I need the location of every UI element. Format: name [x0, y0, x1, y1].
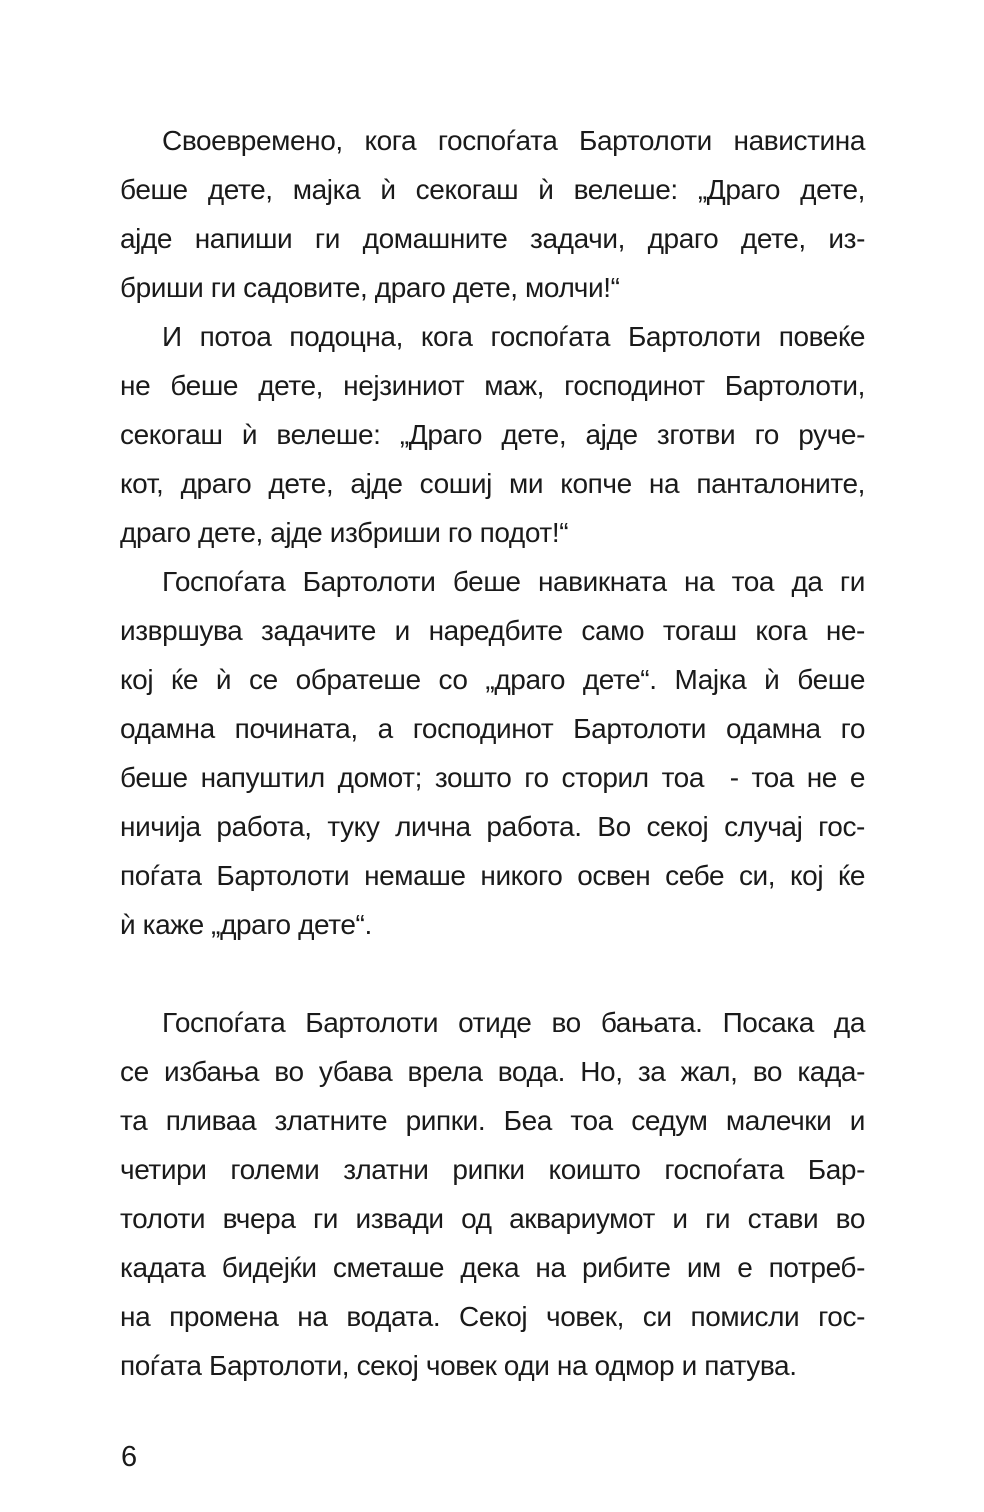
- text-line: беше напуштил домот; зошто го сторил тоа - тоа не е: [120, 762, 865, 793]
- paragraph: [120, 557, 865, 949]
- paragraph: [120, 312, 865, 557]
- text-line: толоти вчера ги извади од аквариумот и ги стави во: [120, 1203, 865, 1234]
- page-number: 6: [121, 1441, 138, 1473]
- page-text: [120, 116, 865, 1390]
- paragraph: [120, 116, 865, 312]
- text-line: И потоа подоцна, кога госпоѓата Бартолоти повеќе: [162, 321, 865, 352]
- text-line: поѓата Бартолоти, секој човек оди на одмор и патува.: [120, 1350, 797, 1381]
- text-line: кот, драго дете, ајде сошиј ми копче на панталоните,: [120, 468, 865, 499]
- text-line: ѝ каже „драго дете“.: [120, 909, 372, 940]
- text-line: кој ќе ѝ се обратеше со „драго дете“. Мајка ѝ беше: [120, 664, 865, 695]
- text-line: та пливаа златните рипки. Беа тоа седум малечки и: [120, 1105, 865, 1136]
- text-line: беше дете, мајка ѝ секогаш ѝ велеше: „Драго дете,: [120, 174, 865, 205]
- text-line: бриши ги садовите, драго дете, молчи!“: [120, 272, 620, 303]
- text-line: на промена на водата. Секој човек, си помисли гос-: [120, 1301, 865, 1332]
- text-line: поѓата Бартолоти немаше никого освен себе си, кој ќе: [120, 860, 865, 891]
- text-line: Госпоѓата Бартолоти беше навикната на тоа да ги: [162, 566, 865, 597]
- text-line: одамна почината, а господинот Бартолоти одамна го: [120, 713, 865, 744]
- text-line: секогаш ѝ велеше: „Драго дете, ајде зготви го руче-: [120, 419, 865, 450]
- text-line: ајде напиши ги домашните задачи, драго дете, из-: [120, 223, 865, 254]
- text-line: не беше дете, нејзиниот маж, господинот Бартолоти,: [120, 370, 865, 401]
- text-line: драго дете, ајде избриши го подот!“: [120, 517, 569, 548]
- text-line: кадата бидејќи сметаше дека на рибите им е потреб-: [120, 1252, 865, 1283]
- paragraph: [120, 998, 865, 1390]
- text-line: извршува задачите и наредбите само тогаш кога не-: [120, 615, 865, 646]
- text-line: ничија работа, туку лична работа. Во секој случај гос-: [120, 811, 865, 842]
- text-line: Своевремено, кога госпоѓата Бартолоти навистина: [162, 125, 865, 156]
- text-line: Госпоѓата Бартолоти отиде во бањата. Посака да: [162, 1007, 865, 1038]
- text-line: четири големи златни рипки коишто госпоѓата Бар-: [120, 1154, 865, 1185]
- text-line: се избања во убава врела вода. Но, за жал, во када-: [120, 1056, 865, 1087]
